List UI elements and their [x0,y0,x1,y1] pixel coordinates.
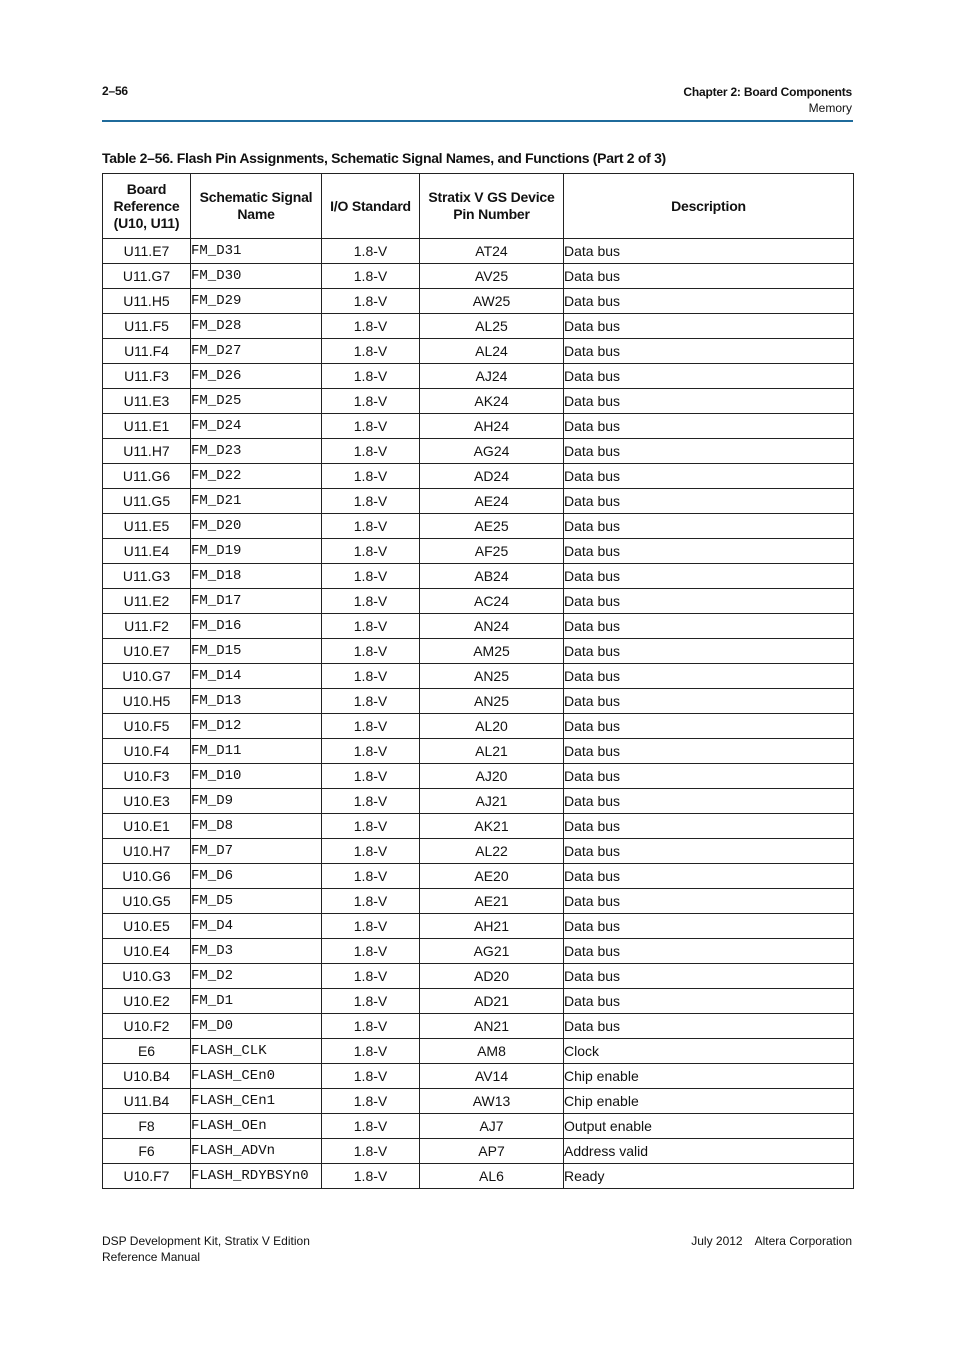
table-row [103,1139,854,1164]
board-reference-cell: U11.F2 [103,614,191,639]
board-reference-cell: U11.B4 [103,1089,191,1114]
signal-name-cell: FLASH_OEn [191,1114,322,1139]
io-standard-cell: 1.8-V [322,689,420,714]
table-row [103,864,854,889]
table-row [103,689,854,714]
board-reference-cell: U10.G5 [103,889,191,914]
description-cell: Data bus [564,789,854,814]
column-header-description: Description [564,174,854,239]
pin-number-cell: AJ20 [420,764,564,789]
io-standard-cell: 1.8-V [322,314,420,339]
board-reference-cell: U10.H5 [103,689,191,714]
pin-number-cell: AD20 [420,964,564,989]
io-standard-cell: 1.8-V [322,239,420,264]
table-row [103,539,854,564]
table-row [103,389,854,414]
io-standard-cell: 1.8-V [322,839,420,864]
table-row [103,339,854,364]
signal-name-cell: FM_D22 [191,464,322,489]
signal-name-cell: FM_D25 [191,389,322,414]
table-row [103,789,854,814]
description-cell: Data bus [564,764,854,789]
signal-name-cell: FM_D28 [191,314,322,339]
signal-name-cell: FM_D7 [191,839,322,864]
table-row [103,714,854,739]
pin-number-cell: AN21 [420,1014,564,1039]
description-cell: Data bus [564,414,854,439]
pin-number-cell: AV14 [420,1064,564,1089]
description-cell: Data bus [564,689,854,714]
board-reference-cell: U11.E5 [103,514,191,539]
board-reference-cell: U10.E7 [103,639,191,664]
signal-name-cell: FM_D1 [191,989,322,1014]
table-row [103,939,854,964]
io-standard-cell: 1.8-V [322,664,420,689]
table-row [103,264,854,289]
pin-number-cell: AP7 [420,1139,564,1164]
io-standard-cell: 1.8-V [322,1014,420,1039]
footer-left [102,1233,310,1265]
io-standard-cell: 1.8-V [322,564,420,589]
pin-assignment-table [102,173,854,1189]
signal-name-cell: FM_D4 [191,914,322,939]
table-row [103,589,854,614]
pin-number-cell: AK24 [420,389,564,414]
signal-name-cell: FM_D24 [191,414,322,439]
signal-name-cell: FM_D30 [191,264,322,289]
pin-number-cell: AN25 [420,689,564,714]
board-reference-cell: U11.G7 [103,264,191,289]
io-standard-cell: 1.8-V [322,789,420,814]
pin-number-cell: AK21 [420,814,564,839]
signal-name-cell: FM_D8 [191,814,322,839]
header-rule [102,120,853,122]
footer-company: Altera Corporation [754,1234,852,1248]
table-row [103,514,854,539]
table-row [103,1039,854,1064]
description-cell: Data bus [564,489,854,514]
column-header-signal-name: Schematic Signal Name [191,174,322,239]
table-row [103,1164,854,1189]
board-reference-cell: U10.G7 [103,664,191,689]
description-cell: Data bus [564,239,854,264]
table-row [103,1089,854,1114]
table-row [103,289,854,314]
table-row [103,239,854,264]
board-reference-cell: U11.F3 [103,364,191,389]
description-cell: Ready [564,1164,854,1189]
pin-number-cell: AM8 [420,1039,564,1064]
pin-number-cell: AL20 [420,714,564,739]
signal-name-cell: FM_D6 [191,864,322,889]
board-reference-cell: U11.H5 [103,289,191,314]
board-reference-cell: U10.G3 [103,964,191,989]
description-cell: Data bus [564,639,854,664]
pin-number-cell: AC24 [420,589,564,614]
pin-number-cell: AD21 [420,989,564,1014]
table-row [103,564,854,589]
description-cell: Data bus [564,839,854,864]
description-cell: Clock [564,1039,854,1064]
board-reference-cell: U10.E3 [103,789,191,814]
table-row [103,1064,854,1089]
page-number: 2–56 [102,84,128,98]
description-cell: Data bus [564,464,854,489]
description-cell: Data bus [564,264,854,289]
footer-date: July 2012 [691,1234,743,1248]
signal-name-cell: FLASH_ADVn [191,1139,322,1164]
io-standard-cell: 1.8-V [322,714,420,739]
table-row [103,639,854,664]
io-standard-cell: 1.8-V [322,964,420,989]
board-reference-cell: U10.F3 [103,764,191,789]
signal-name-cell: FM_D31 [191,239,322,264]
pin-number-cell: AE21 [420,889,564,914]
pin-number-cell: AV25 [420,264,564,289]
io-standard-cell: 1.8-V [322,339,420,364]
io-standard-cell: 1.8-V [322,814,420,839]
table-row [103,614,854,639]
io-standard-cell: 1.8-V [322,614,420,639]
pin-number-cell: AL22 [420,839,564,864]
signal-name-cell: FM_D20 [191,514,322,539]
io-standard-cell: 1.8-V [322,364,420,389]
table-row [103,739,854,764]
table-header-row [103,174,854,239]
io-standard-cell: 1.8-V [322,939,420,964]
description-cell: Data bus [564,889,854,914]
description-cell: Data bus [564,939,854,964]
signal-name-cell: FLASH_CLK [191,1039,322,1064]
table-row [103,664,854,689]
table-row [103,464,854,489]
description-cell: Data bus [564,1014,854,1039]
signal-name-cell: FM_D21 [191,489,322,514]
description-cell: Data bus [564,914,854,939]
description-cell: Data bus [564,539,854,564]
description-cell: Data bus [564,564,854,589]
chapter-title: Chapter 2: Board Components [683,85,852,99]
signal-name-cell: FM_D15 [191,639,322,664]
board-reference-cell: E6 [103,1039,191,1064]
board-reference-cell: U11.E1 [103,414,191,439]
signal-name-cell: FLASH_CEn0 [191,1064,322,1089]
description-cell: Data bus [564,714,854,739]
signal-name-cell: FM_D14 [191,664,322,689]
signal-name-cell: FM_D12 [191,714,322,739]
table-row [103,1014,854,1039]
footer-document-type: Reference Manual [102,1250,201,1264]
io-standard-cell: 1.8-V [322,414,420,439]
io-standard-cell: 1.8-V [322,539,420,564]
pin-number-cell: AW25 [420,289,564,314]
table-row [103,314,854,339]
board-reference-cell: U11.E3 [103,389,191,414]
io-standard-cell: 1.8-V [322,289,420,314]
running-header [683,84,852,116]
board-reference-cell: U10.F2 [103,1014,191,1039]
io-standard-cell: 1.8-V [322,514,420,539]
board-reference-cell: U11.E2 [103,589,191,614]
description-cell: Data bus [564,814,854,839]
board-reference-cell: U11.F5 [103,314,191,339]
pin-number-cell: AJ21 [420,789,564,814]
io-standard-cell: 1.8-V [322,739,420,764]
section-title: Memory [808,101,852,115]
table-row [103,964,854,989]
pin-number-cell: AL21 [420,739,564,764]
table-row [103,489,854,514]
footer-document-title: DSP Development Kit, Stratix V Edition [102,1234,310,1248]
board-reference-cell: U11.G3 [103,564,191,589]
pin-number-cell: AE24 [420,489,564,514]
board-reference-cell: U10.E5 [103,914,191,939]
description-cell: Data bus [564,989,854,1014]
pin-number-cell: AN25 [420,664,564,689]
signal-name-cell: FM_D5 [191,889,322,914]
pin-number-cell: AD24 [420,464,564,489]
table-row [103,364,854,389]
description-cell: Data bus [564,339,854,364]
board-reference-cell: U10.H7 [103,839,191,864]
io-standard-cell: 1.8-V [322,914,420,939]
pin-number-cell: AJ24 [420,364,564,389]
signal-name-cell: FM_D2 [191,964,322,989]
board-reference-cell: U11.E4 [103,539,191,564]
board-reference-cell: U10.E2 [103,989,191,1014]
board-reference-cell: U10.F7 [103,1164,191,1189]
signal-name-cell: FM_D26 [191,364,322,389]
board-reference-cell: U10.G6 [103,864,191,889]
io-standard-cell: 1.8-V [322,1114,420,1139]
io-standard-cell: 1.8-V [322,464,420,489]
description-cell: Data bus [564,314,854,339]
signal-name-cell: FM_D13 [191,689,322,714]
description-cell: Data bus [564,389,854,414]
pin-number-cell: AN24 [420,614,564,639]
pin-number-cell: AF25 [420,539,564,564]
description-cell: Data bus [564,739,854,764]
board-reference-cell: U11.F4 [103,339,191,364]
io-standard-cell: 1.8-V [322,639,420,664]
description-cell: Data bus [564,289,854,314]
description-cell: Data bus [564,514,854,539]
table-row [103,914,854,939]
io-standard-cell: 1.8-V [322,1164,420,1189]
io-standard-cell: 1.8-V [322,1089,420,1114]
board-reference-cell: U11.G6 [103,464,191,489]
description-cell: Address valid [564,1139,854,1164]
description-cell: Data bus [564,964,854,989]
table-row [103,889,854,914]
signal-name-cell: FM_D3 [191,939,322,964]
signal-name-cell: FLASH_RDYBSYn0 [191,1164,322,1189]
signal-name-cell: FM_D16 [191,614,322,639]
pin-number-cell: AL25 [420,314,564,339]
signal-name-cell: FM_D27 [191,339,322,364]
signal-name-cell: FM_D10 [191,764,322,789]
description-cell: Data bus [564,364,854,389]
io-standard-cell: 1.8-V [322,989,420,1014]
table-row [103,764,854,789]
signal-name-cell: FM_D0 [191,1014,322,1039]
io-standard-cell: 1.8-V [322,1064,420,1089]
board-reference-cell: U10.E1 [103,814,191,839]
pin-number-cell: AH24 [420,414,564,439]
description-cell: Data bus [564,664,854,689]
io-standard-cell: 1.8-V [322,264,420,289]
pin-number-cell: AT24 [420,239,564,264]
table-row [103,814,854,839]
signal-name-cell: FLASH_CEn1 [191,1089,322,1114]
io-standard-cell: 1.8-V [322,489,420,514]
pin-number-cell: AW13 [420,1089,564,1114]
column-header-io-standard: I/O Standard [322,174,420,239]
table-body [103,239,854,1189]
table-caption: Table 2–56. Flash Pin Assignments, Schematic Signal Names, and Functions (Part 2 of 3) [102,150,666,166]
pin-number-cell: AG21 [420,939,564,964]
pin-number-cell: AL24 [420,339,564,364]
board-reference-cell: U11.H7 [103,439,191,464]
signal-name-cell: FM_D9 [191,789,322,814]
io-standard-cell: 1.8-V [322,1139,420,1164]
table-row [103,1114,854,1139]
column-header-board-reference: Board Reference (U10, U11) [103,174,191,239]
board-reference-cell: U10.B4 [103,1064,191,1089]
board-reference-cell: U10.E4 [103,939,191,964]
board-reference-cell: U10.F4 [103,739,191,764]
description-cell: Data bus [564,439,854,464]
description-cell: Chip enable [564,1089,854,1114]
signal-name-cell: FM_D29 [191,289,322,314]
pin-number-cell: AE20 [420,864,564,889]
signal-name-cell: FM_D23 [191,439,322,464]
description-cell: Output enable [564,1114,854,1139]
signal-name-cell: FM_D18 [191,564,322,589]
pin-number-cell: AB24 [420,564,564,589]
board-reference-cell: U10.F5 [103,714,191,739]
signal-name-cell: FM_D11 [191,739,322,764]
pin-number-cell: AG24 [420,439,564,464]
pin-number-cell: AH21 [420,914,564,939]
io-standard-cell: 1.8-V [322,864,420,889]
board-reference-cell: U11.E7 [103,239,191,264]
description-cell: Data bus [564,864,854,889]
pin-number-cell: AE25 [420,514,564,539]
io-standard-cell: 1.8-V [322,889,420,914]
description-cell: Data bus [564,589,854,614]
board-reference-cell: U11.G5 [103,489,191,514]
io-standard-cell: 1.8-V [322,1039,420,1064]
footer-right [691,1233,852,1249]
io-standard-cell: 1.8-V [322,589,420,614]
table-row [103,439,854,464]
column-header-pin-number: Stratix V GS Device Pin Number [420,174,564,239]
description-cell: Data bus [564,614,854,639]
table-row [103,839,854,864]
signal-name-cell: FM_D17 [191,589,322,614]
io-standard-cell: 1.8-V [322,439,420,464]
io-standard-cell: 1.8-V [322,389,420,414]
pin-number-cell: AJ7 [420,1114,564,1139]
table-row [103,989,854,1014]
io-standard-cell: 1.8-V [322,764,420,789]
board-reference-cell: F6 [103,1139,191,1164]
pin-number-cell: AL6 [420,1164,564,1189]
pin-number-cell: AM25 [420,639,564,664]
table-row [103,414,854,439]
description-cell: Chip enable [564,1064,854,1089]
signal-name-cell: FM_D19 [191,539,322,564]
board-reference-cell: F8 [103,1114,191,1139]
